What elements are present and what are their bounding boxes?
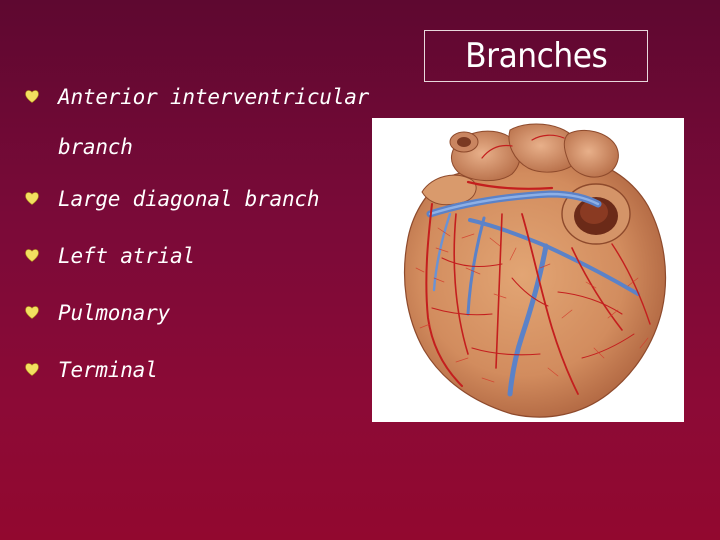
- bullet-label: Anterior interventricular branch: [58, 85, 370, 159]
- bullet-label: Large diagonal branch: [58, 187, 320, 211]
- bullet-list: [22, 78, 382, 407]
- bullet-label: Terminal: [58, 358, 158, 382]
- bullet-item: [22, 179, 382, 219]
- heart-icon: [24, 88, 40, 104]
- heart-icon: [24, 190, 40, 206]
- bullet-item: [22, 350, 382, 390]
- bullet-item: [22, 293, 382, 333]
- title-box: [424, 30, 648, 82]
- heart-icon: [24, 247, 40, 263]
- bullet-item: [22, 72, 382, 172]
- bullet-label: Pulmonary: [58, 301, 170, 325]
- heart-icon: [24, 304, 40, 320]
- bullet-label: Left atrial: [58, 244, 195, 268]
- heart-anatomy-image: [372, 118, 684, 422]
- slide-title: Branches: [464, 36, 608, 76]
- bullet-item: [22, 236, 382, 276]
- heart-anatomy-illustration: [372, 118, 684, 422]
- heart-icon: [24, 361, 40, 377]
